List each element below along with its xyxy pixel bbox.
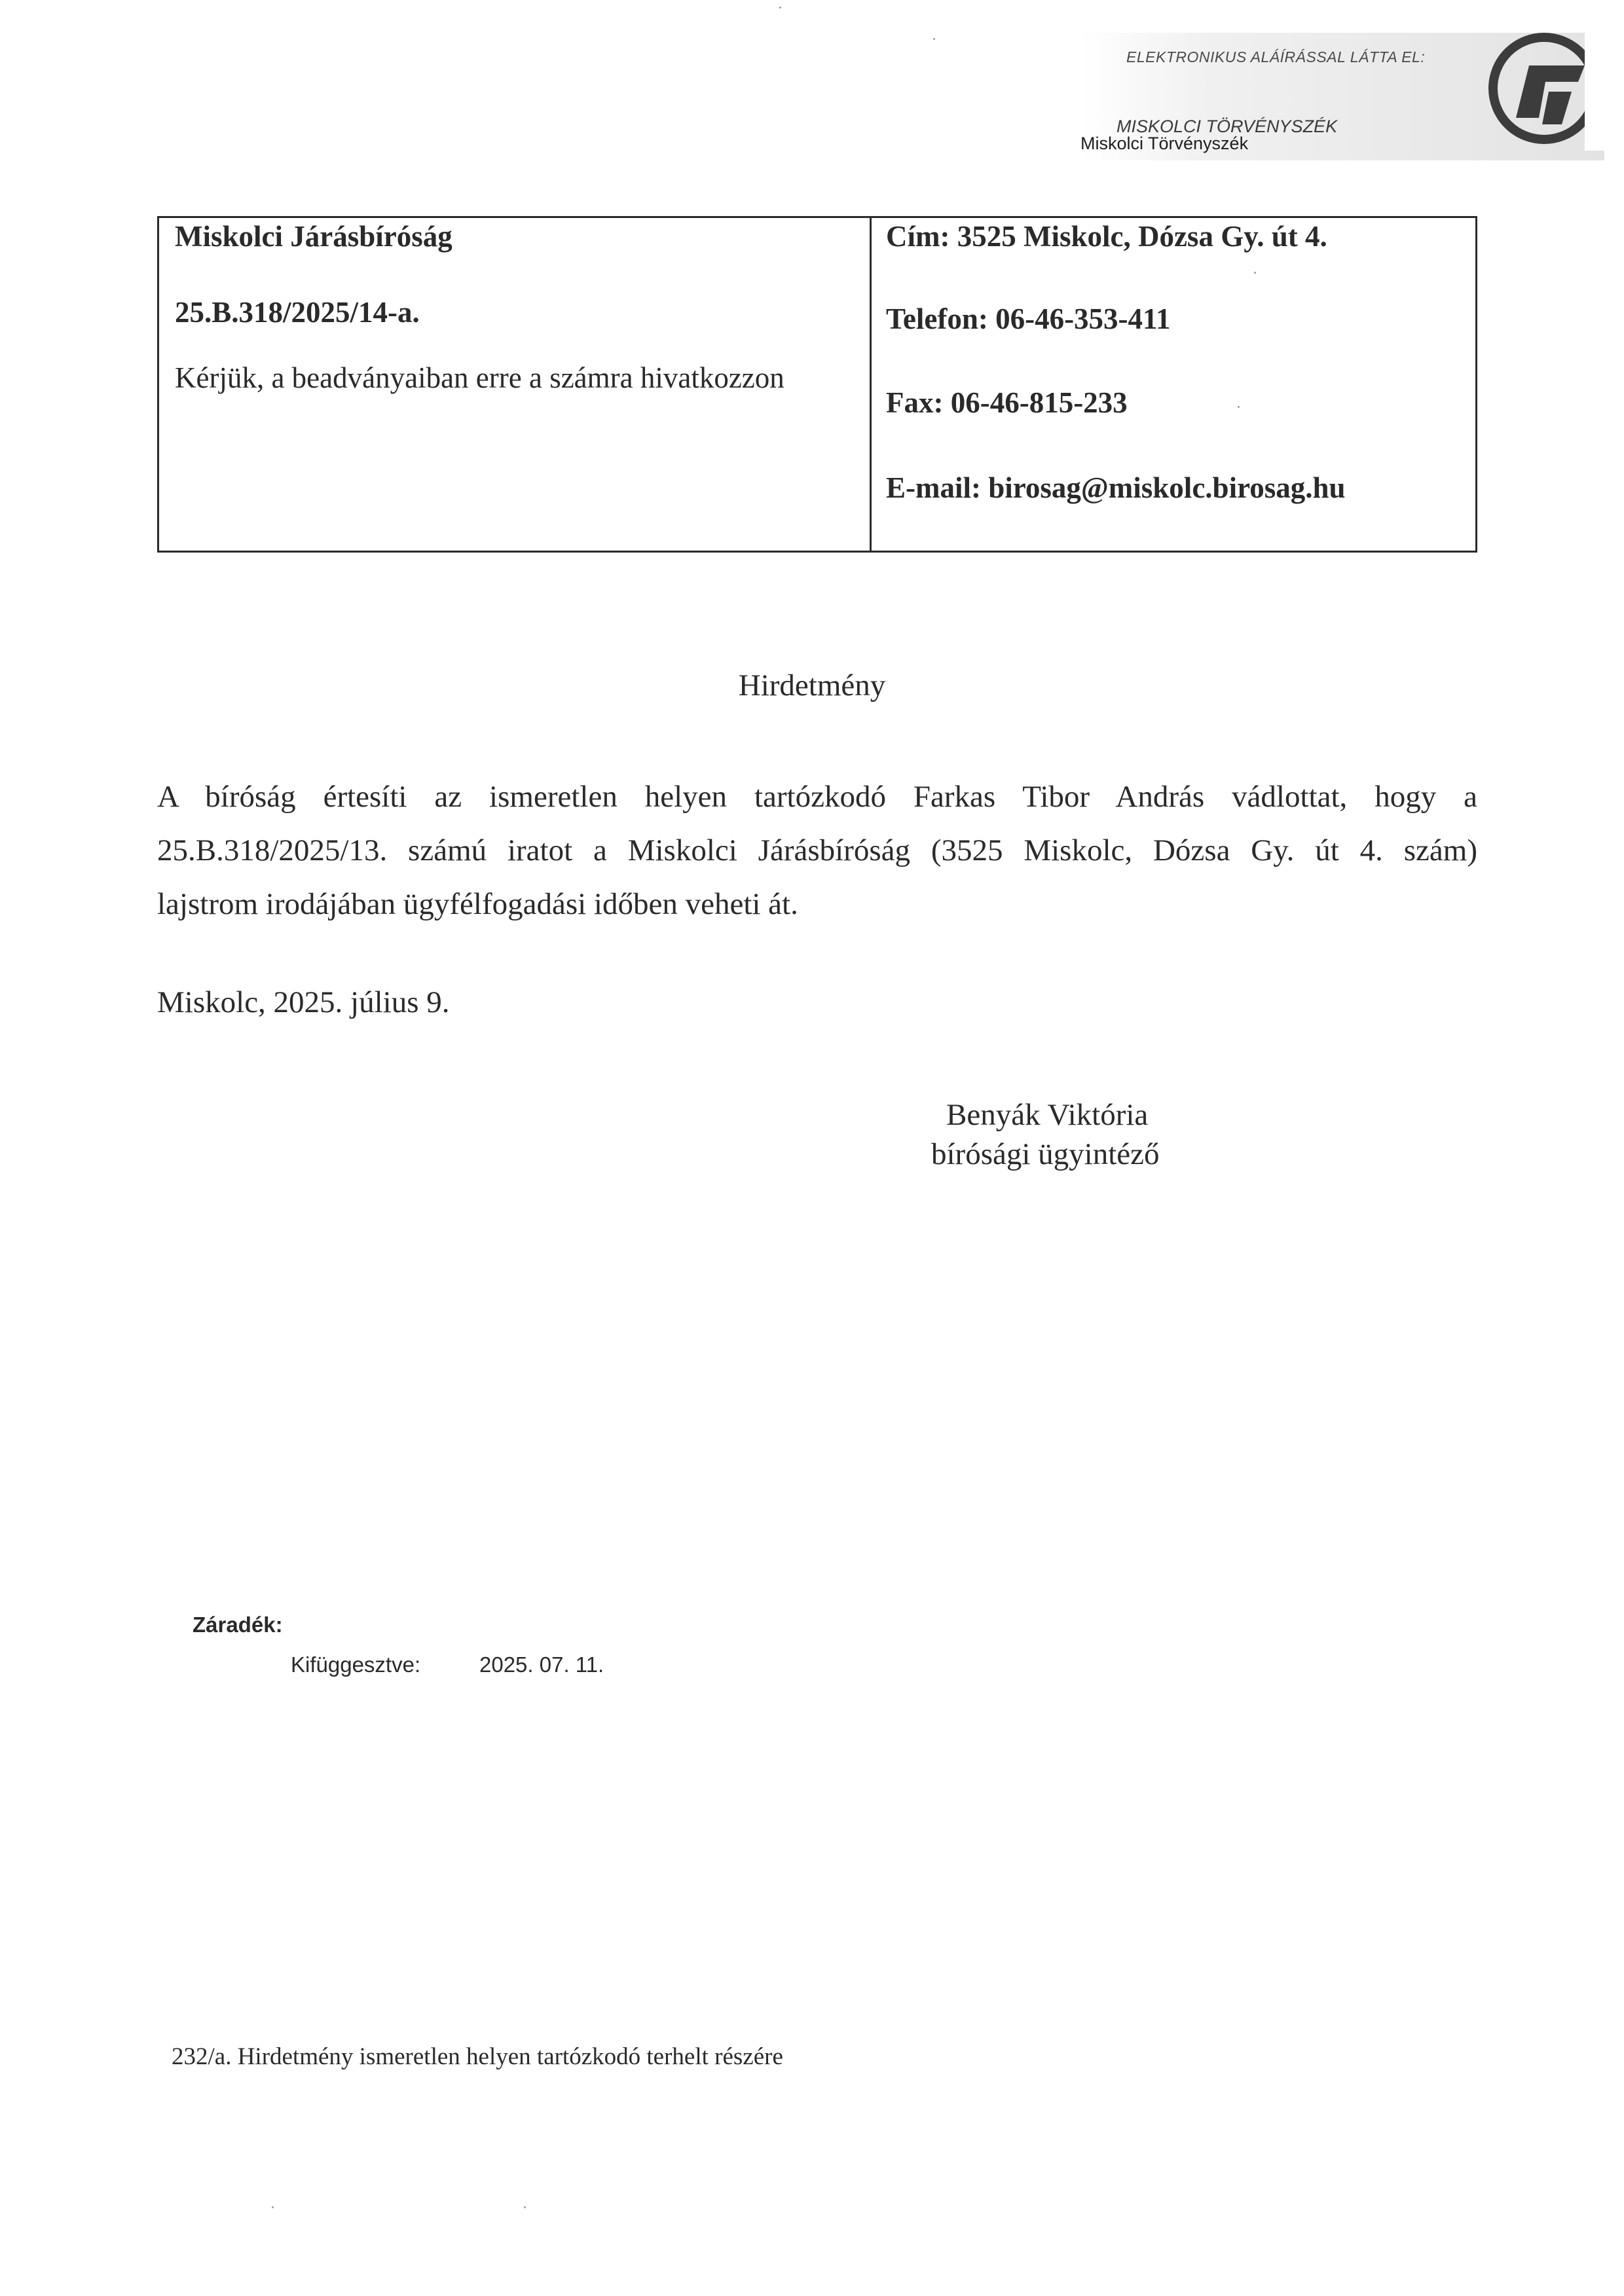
reference-note: Kérjük, a beadványaiban erre a számra hivatkozzon (175, 361, 784, 394)
notice-title: Hirdetmény (738, 668, 886, 702)
scan-speck (1254, 272, 1256, 274)
scan-speck (1238, 406, 1240, 408)
stamp-signer-caption: Miskolci Törvényszék (1080, 134, 1249, 153)
header-divider (870, 218, 872, 551)
scan-speck (779, 7, 781, 9)
court-header-box (157, 216, 1477, 553)
case-number: 25.B.318/2025/14-a. (175, 296, 420, 329)
stamp-signed-by-label: ELEKTRONIKUS ALÁÍRÁSSAL LÁTTA EL: (1126, 48, 1426, 65)
court-name: Miskolci Járásbíróság (175, 220, 452, 253)
scan-speck (524, 2206, 526, 2208)
court-address: Cím: 3525 Miskolc, Dózsa Gy. út 4. (886, 220, 1327, 253)
signatory-name: Benyák Viktória (946, 1098, 1149, 1132)
notice-body-line-2: 25.B.318/2025/13. számú iratot a Miskolci Járásbíróság (3525 Miskolc, Dózsa Gy. út 4. szám) (157, 833, 1477, 867)
notice-body-line-3: lajstrom irodájában ügyfélfogadási időben veheti át. (157, 887, 798, 921)
posted-label: Kifüggesztve: (291, 1652, 421, 1677)
scan-speck (933, 38, 935, 40)
court-seal-logo-icon (1480, 26, 1604, 151)
clause-label: Záradék: (193, 1613, 283, 1637)
stamp-signer-name: MISKOLCI TÖRVÉNYSZÉK (1116, 117, 1338, 136)
court-email: E-mail: birosag@miskolc.birosag.hu (886, 471, 1346, 504)
form-code-footer: 232/a. Hirdetmény ismeretlen helyen tartózkodó terhelt részére (172, 2043, 783, 2070)
court-phone: Telefon: 06-46-353-411 (886, 302, 1171, 335)
signatory-role: bírósági ügyintéző (931, 1137, 1160, 1171)
court-fax: Fax: 06-46-815-233 (886, 386, 1128, 419)
place-and-date: Miskolc, 2025. július 9. (157, 985, 450, 1019)
scan-speck (272, 2206, 274, 2208)
posted-date: 2025. 07. 11. (479, 1652, 604, 1677)
notice-body-line-1: A bíróság értesíti az ismeretlen helyen tartózkodó Farkas Tibor András vádlottat, hogy a (157, 780, 1477, 814)
